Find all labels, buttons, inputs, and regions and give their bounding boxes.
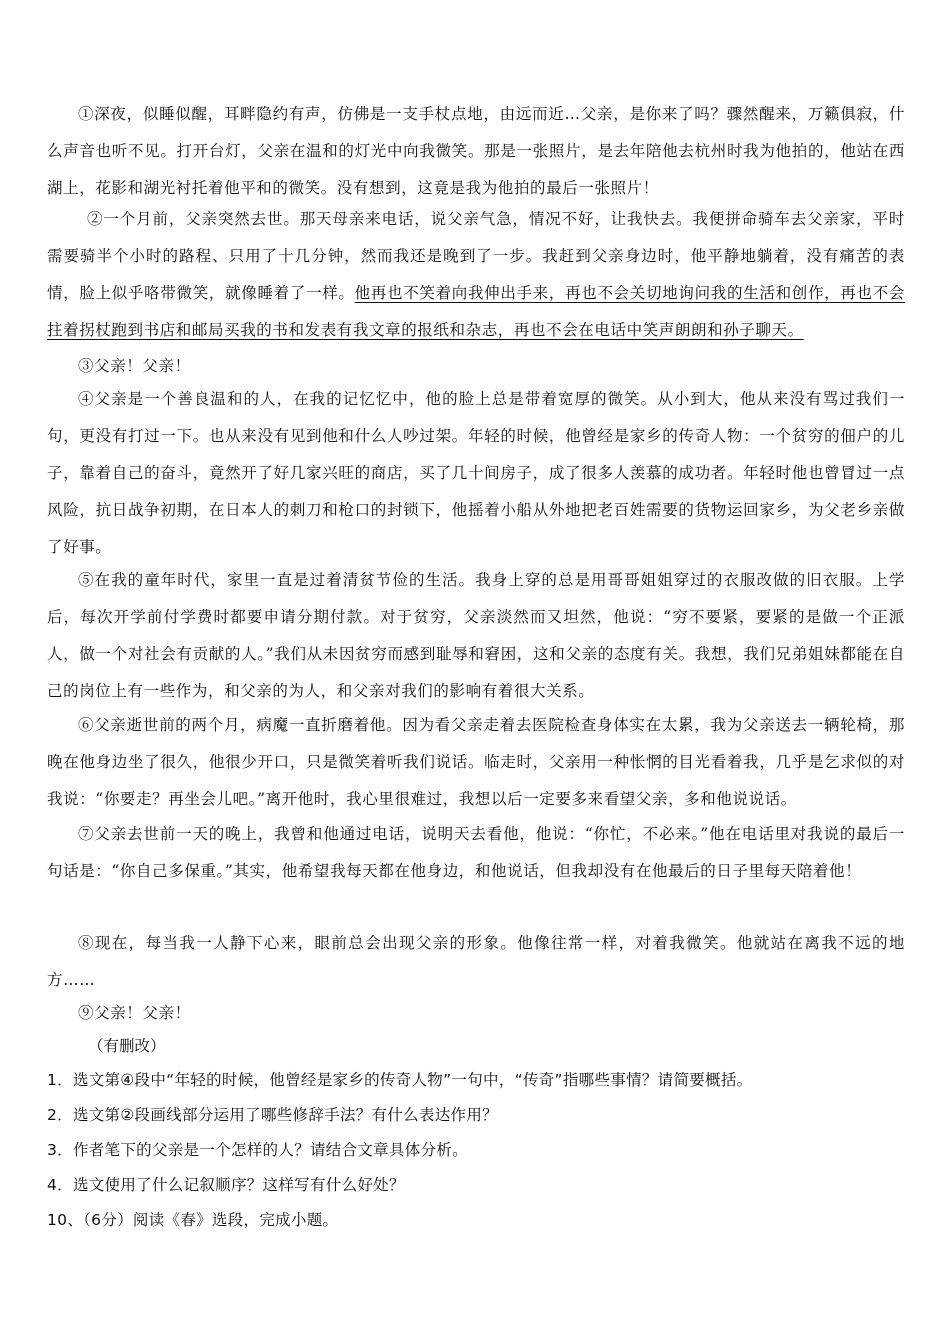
paragraph-5: ⑤在我的童年时代，家里一直是过着清贫节俭的生活。我身上穿的总是用哥哥姐姐穿过的衣服改做的旧衣服。上学后，每次开学前付学费时都要申请分期付款。对于贫穷，父亲淡然而又坦然，他说：“穷不要紧，要紧的是做一个正派人，做一个对社会有贡献的人。”我们从未因贫穷而感到耻辱和窘困，这和父亲的态度有关。我想，我们兄弟姐妹都能在自己的岗位上有一些作为，和父亲的为人，和父亲对我们的影响有着很大关系。 [47,571,905,700]
paragraph-2 [47,201,905,349]
edit-note: （有删改） [88,1037,166,1055]
question-1: 1．选文第④段中“年轻的时候，他曾经是家乡的传奇人物”一句中，“传奇”指哪些事情？请简要概括。 [47,1071,753,1089]
paragraph-8: ⑧现在，每当我一人静下心来，眼前总会出现父亲的形象。他像往常一样，对着我微笑。他就站在离我不远的地方…… [47,934,905,989]
paragraph-2-text: ②一个月前，父亲突然去世。那天母亲来电话，说父亲气急，情况不好，让我快去。我便拼命骑车去父亲家，平时需要骑半个小时的路程、只用了十几分钟，然而我还是晚到了一步。我赶到父亲身边时，他平静地躺着，没有痛苦的表情，脸上似乎咯带微笑，就像睡着了一样。 [47,210,905,302]
paragraph-1: ①深夜，似睡似醒，耳畔隐约有声，仿佛是一支手杖点地，由远而近…父亲，是你来了吗？骤然醒来，万籁俱寂，什么声音也听不见。打开台灯，父亲在温和的灯光中向我微笑。那是一张照片，是去年陪他去杭州时我为他拍的，他站在西湖上，花影和湖光衬托着他平和的微笑。没有想到，这竟是我为他拍的最后一张照片！ [47,105,905,197]
question-2: 2．选文第②段画线部分运用了哪些修辞手法？有什么表达作用？ [47,1106,498,1124]
question-3: 3．作者笔下的父亲是一个怎样的人？请结合文章具体分析。 [47,1141,468,1159]
question-4: 4．选文使用了什么记叙顺序？这样写有什么好处？ [47,1176,405,1194]
paragraph-4: ④父亲是一个善良温和的人，在我的记忆忆中，他的脸上总是带着宽厚的微笑。从小到大，他从来没有骂过我们一句，更没有打过一下。也从来没有见到他和什么人吵过架。年轻的时候，他曾经是家乡的传奇人物：一个贫穷的佃户的儿子，靠着自己的奋斗，竟然开了好几家兴旺的商店，买了几十间房子，成了很多人羡慕的成功者。年轻时他也曾冒过一点风险，抗日战争初期，在日本人的刺刀和枪口的封锁下，他摇着小船从外地把老百姓需要的货物运回家乡，为父老乡亲做了好事。 [47,390,905,556]
paragraph-2-underlined-text: 他再也不笑着向我伸出手来，再也不会关切地询问我的生活和创作，再也不会拄着拐杖跑到书店和邮局买我的书和发表有我文章的报纸和杂志，再也不会在电话中笑声朗朗和孙子聊天。 [47,284,906,339]
question-10-heading: 10、（6分）阅读《春》选段，完成小题。 [47,1211,339,1229]
paragraph-3: ③父亲！父亲！ [78,357,191,375]
paragraph-6: ⑥父亲逝世前的两个月，病魔一直折磨着他。因为看父亲走着去医院检查身体实在太累，我为父亲送去一辆轮椅，那晚在他身边坐了很久，他很少开口，只是微笑着听我们说话。临走时，父亲用一种怅惘的目光看着我，几乎是乞求似的对我说：“你要走？再坐会儿吧。”离开他时，我心里很难过，我想以后一定要多来看望父亲，多和他说说话。 [47,716,905,808]
paragraph-9: ⑨父亲！父亲！ [78,1004,191,1022]
paragraph-7: ⑦父亲去世前一天的晚上，我曾和他通过电话，说明天去看他，他说：“你忙，不必来。”他在电话里对我说的最后一句话是：“你自己多保重。”其实，他希望我每天都在他身边，和他说话，但我却没有在他最后的日子里每天陪着他！ [47,825,905,880]
